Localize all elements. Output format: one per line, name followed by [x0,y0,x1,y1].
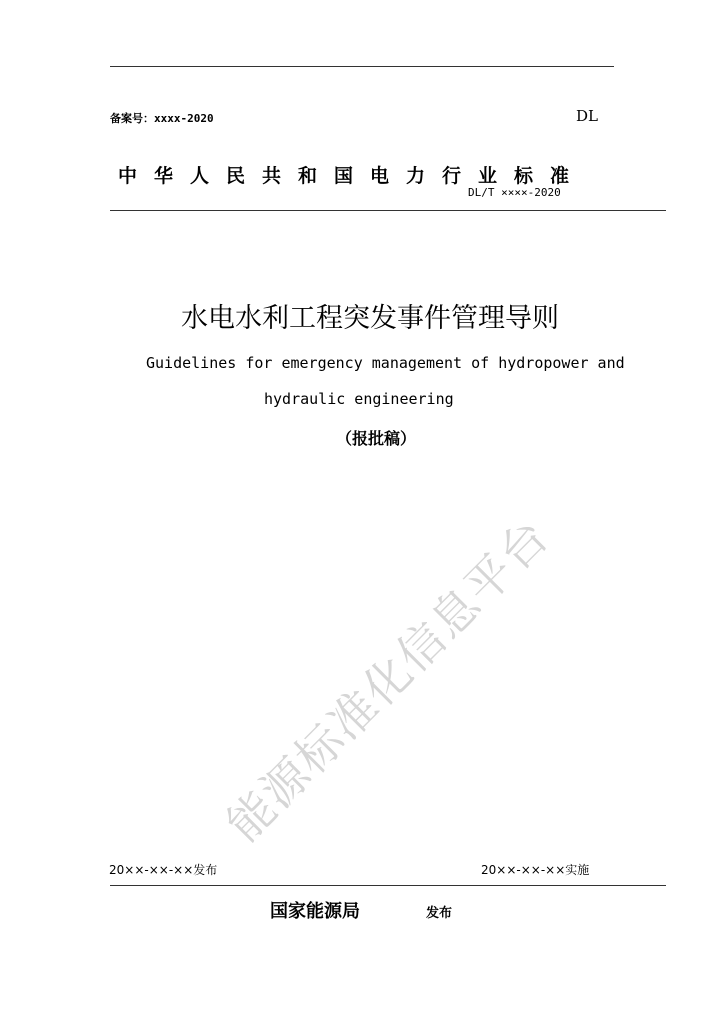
standard-number: DL/T ××××-2020 [468,186,561,199]
document-title-en-line1: Guidelines for emergency management of hydropower and [146,354,625,372]
publish-date: 20××-××-××发布 [109,863,218,877]
standard-title: 中华人民共和国电力行业标准 [118,165,587,187]
footer-rule [110,885,666,886]
publish-label: 发布 [426,906,453,921]
document-title-en-line2: hydraulic engineering [264,390,454,408]
implement-date: 20××-××-××实施 [481,863,590,877]
document-title-cn: 水电水利工程突发事件管理导则 [181,303,559,334]
watermark: 能源标准化信息平台 [216,508,560,852]
dl-mark: DL [576,107,598,125]
draft-status: （报批稿） [336,429,417,448]
top-rule [110,66,614,67]
header-rule [110,210,666,211]
publisher-name: 国家能源局 [270,901,360,922]
record-number: 备案号：xxxx-2020 [110,112,214,125]
